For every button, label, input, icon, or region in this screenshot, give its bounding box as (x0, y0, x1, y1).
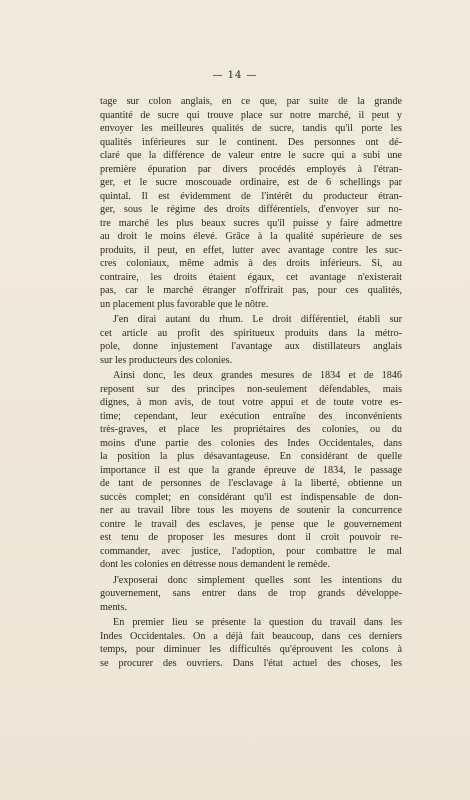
text-line: produits, il peut, en effet, lutter avec avantage contre les suc- (100, 244, 402, 256)
text-line: première épuration par divers procédés employés à l'étran- (100, 163, 402, 175)
text-line: ger, sous le régime des droits différentiels, d'envoyer sur no- (100, 204, 402, 215)
text-line: tre marché les plus beaux sucres qu'il puisse y faire admettre (100, 217, 402, 229)
text-line: est tenu de proposer les mesures dont il croit pouvoir re- (100, 532, 402, 543)
text-line: succès complet; en considérant qu'il est indispensable de don- (100, 491, 402, 503)
text-line: ner au travail libre tous les moyens de soutenir la concurrence (100, 505, 402, 516)
text-line: se procurer des ouvriers. Dans l'état actuel des choses, les (100, 657, 402, 669)
text-line: cet article au profit des spiritueux produits dans la métro- (100, 327, 402, 339)
text-line: dignes, à mon avis, de tout votre appui et de toute votre es- (100, 397, 402, 408)
paragraph (100, 369, 402, 572)
text-line: de tant de personnes de l'esclavage à la liberté, obtienne un (100, 478, 402, 489)
text-line: pole, donne injustement l'avantage aux distillateurs anglais (100, 341, 402, 352)
text-line: J'exposerai donc simplement quelles sont les intentions du (113, 574, 402, 586)
body-text (100, 95, 402, 672)
text-line: tage sur colon anglais, en ce que, par suite de la grande (100, 96, 402, 107)
text-line: dont les colonies en détresse nous demandent le remède. (100, 559, 330, 570)
text-line: cres coloniaux, même admis à des droits inférieurs. Si, au (100, 258, 402, 269)
paragraph (100, 95, 402, 311)
text-line: ments. (100, 601, 127, 613)
text-line: pas, car le marché étranger n'offrirait pas, pour ces qualités, (100, 285, 402, 296)
text-line: quantité de sucre qui trouve place sur notre marché, il peut y (100, 109, 402, 121)
text-line: très-graves, et place les propriétaires des colonies, ou du (100, 424, 402, 435)
text-line: time; cependant, leur exécution entraîne des inconvénients (100, 410, 402, 422)
text-line: contre le travail des esclaves, je pense que le gouvernement (100, 518, 402, 530)
text-line: claré que la différence de valeur entre le sucre qui a subi une (100, 150, 402, 161)
text-line: commander, avec justice, l'adoption, pour combattre le mal (100, 545, 402, 557)
text-line: temps, pour diminuer les difficultés qu'éprouvent les colons à (100, 644, 402, 655)
text-line: qualités inférieures sur le continent. Des personnes ont dé- (100, 136, 402, 148)
paragraph (100, 313, 402, 367)
text-line: gouvernement, sans entrer dans de trop grands développe- (100, 588, 402, 599)
text-line: Ainsi donc, les deux grandes mesures de 1834 et de 1846 (113, 370, 402, 381)
text-line: un placement plus favorable que le nôtre. (100, 298, 269, 310)
text-line: En premier lieu se présente la question du travail dans les (113, 617, 402, 628)
text-line: quintal. Il est évidemment de l'intérêt du producteur étran- (100, 190, 402, 202)
text-line: envoyer les meilleures qualités de sucre, tandis qu'il porte les (100, 123, 402, 134)
page-number: — 14 — (212, 70, 258, 81)
text-line: reposent sur des principes non-seulement défendables, mais (100, 383, 402, 395)
text-line: la position la plus désavantageuse. En considérant de quelle (100, 451, 402, 462)
text-line: J'en dirai autant du rhum. Le droit différentiel, établi sur (113, 314, 402, 325)
text-line: importance il est que la grande épreuve de 1834, le passage (100, 464, 402, 476)
text-line: Indes Occidentales. On a déjà fait beaucoup, dans ces derniers (100, 630, 402, 642)
text-line: sur les producteurs des colonies. (100, 354, 233, 366)
text-line: au droit le moins élevé. Grâce à la qualité supérieure de ses (100, 231, 402, 242)
text-line: moins d'une partie des colonies des Indes Occidentales, dans (100, 437, 402, 449)
paragraph (100, 616, 402, 670)
text-line: contraire, les droits étaient égaux, cet avantage n'existerait (100, 271, 402, 283)
paragraph (100, 574, 402, 615)
text-line: ger, et le sucre moscouade ordinaire, est de 6 schellings par (100, 177, 402, 188)
